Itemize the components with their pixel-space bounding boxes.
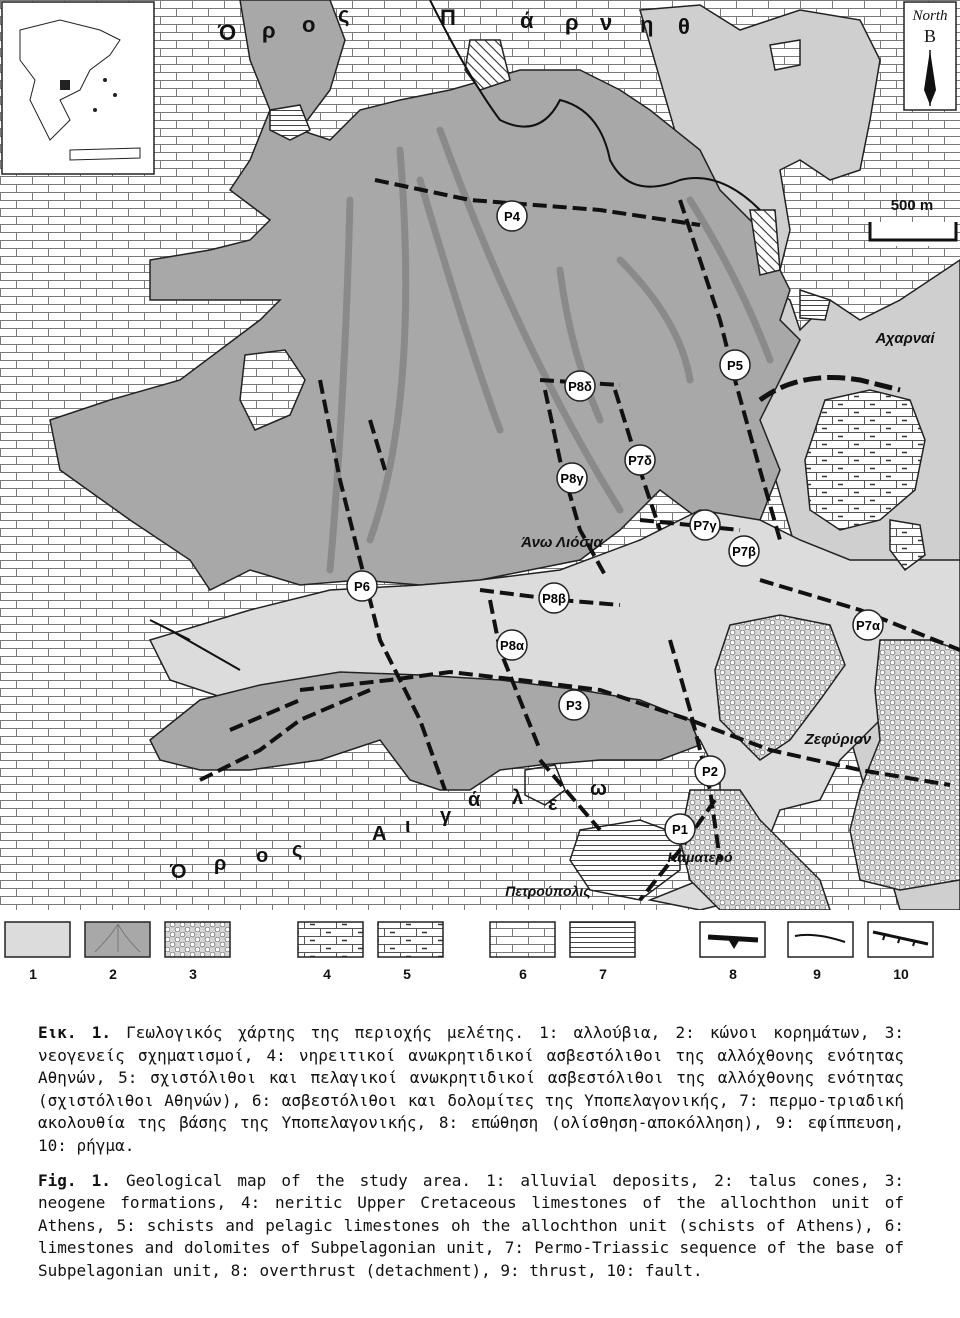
aigaleo-letter: ς — [292, 839, 303, 861]
sampling-point-label: P7α — [856, 618, 880, 633]
parnitha-letter: ρ — [262, 18, 276, 43]
figure-caption — [38, 1022, 904, 1295]
place-kamatero: Καματερό — [667, 849, 733, 865]
sampling-point-label: P4 — [504, 209, 520, 224]
sampling-point-label: P8α — [500, 638, 524, 653]
aigaleo-letter: ε — [548, 793, 558, 815]
legend-number: 10 — [893, 966, 909, 982]
sampling-point-label: P7β — [732, 544, 756, 559]
parnitha-letter: θ — [678, 14, 690, 39]
aigaleo-letter: Α — [372, 823, 387, 845]
scale-bar — [870, 222, 956, 246]
parnitha-letter: ά — [520, 8, 534, 33]
parnitha-letter: Π — [440, 5, 456, 30]
legend-number: 1 — [29, 966, 37, 982]
legend-number: 3 — [189, 966, 197, 982]
caption-greek — [38, 1022, 904, 1158]
legend-swatch-8 — [700, 922, 765, 957]
legend-number: 8 — [729, 966, 737, 982]
caption-english-label: Fig. 1. — [38, 1170, 111, 1190]
parnitha-letter: ς — [338, 2, 350, 27]
legend-swatch-1 — [5, 922, 70, 957]
aigaleo-letter: ω — [590, 778, 607, 800]
legend-swatch-4 — [298, 922, 363, 957]
sampling-point-label: P2 — [702, 764, 718, 779]
sampling-point-label: P3 — [566, 698, 582, 713]
sampling-point-label: P7δ — [628, 453, 652, 468]
sampling-point-label: P7γ — [693, 518, 717, 533]
place-ano-liosia: Άνω Λιόσια — [521, 534, 603, 551]
sampling-point-label: P8β — [542, 591, 566, 606]
aigaleo-letter: γ — [440, 805, 452, 827]
legend-swatch-7 — [570, 922, 635, 957]
caption-greek-label: Εικ. 1. — [38, 1023, 111, 1042]
legend-number: 9 — [813, 966, 821, 982]
sampling-point-label: P6 — [354, 579, 370, 594]
sampling-point-label: P5 — [727, 358, 743, 373]
place-acharnai: Αχαρναί — [875, 330, 935, 347]
parnitha-letter: ν — [600, 10, 613, 35]
aigaleo-letter: ά — [468, 789, 481, 811]
place-zefyrion: Ζεφύριον — [804, 731, 872, 748]
legend-number: 7 — [599, 966, 607, 982]
legend-swatch-10 — [868, 922, 933, 957]
legend-number: 6 — [519, 966, 527, 982]
limestone-island — [770, 40, 800, 70]
sampling-point-label: P8δ — [568, 379, 592, 394]
caption-english-text: Geological map of the study area. 1: alluvial deposits, 2: talus cones, 3: neogene formations, 4: neritic Upper Cretaceous limestones of the allochthon unit of Athens, 5: schists and pelagic limestones oh the allochthon unit (schists of Athens), 6: limestones and dolomites of Subpelagonian unit, 7: Permo-Triassic sequence of the base of Subpelagonian unit, 8: overthrust (detachment), 9: thrust, 10: fault. — [38, 1170, 905, 1280]
legend-number: 2 — [109, 966, 117, 982]
caption-english — [38, 1170, 904, 1283]
parnitha-letter: ρ — [565, 10, 579, 35]
legend-swatch-3 — [165, 922, 230, 957]
legend-swatch-5 — [378, 922, 443, 957]
north-label: North — [912, 8, 948, 24]
aigaleo-letter: ι — [405, 815, 411, 837]
legend-swatch-9 — [788, 922, 853, 957]
greece-inset-map — [2, 2, 154, 174]
place-petroupolis: Πετρούπολις — [505, 883, 591, 899]
legend-number: 5 — [403, 966, 411, 982]
north-letter: B — [923, 26, 937, 46]
sampling-point-label: P8γ — [560, 471, 584, 486]
parnitha-letter: Ό — [218, 20, 237, 45]
parnitha-letter: η — [640, 12, 654, 37]
aigaleo-letter: ρ — [214, 853, 227, 875]
aigaleo-letter: ο — [256, 845, 269, 867]
sampling-point-label: P1 — [672, 822, 688, 837]
legend-swatch-6 — [490, 922, 555, 957]
aigaleo-letter: Ό — [170, 861, 187, 883]
legend-number: 4 — [323, 966, 331, 982]
scale-label: 500 m — [890, 197, 934, 214]
legend-swatch-2 — [85, 922, 150, 957]
aigaleo-letter: λ — [512, 787, 524, 809]
caption-greek-text: Γεωλογικός χάρτης της περιοχής μελέτης. 1: αλλούβια, 2: κώνοι κορημάτων, 3: νεογενείς σχηματισμοί, 4: νηρειτικοί ανωκρητιδικοί ασβεστόλιθοι της αλλόχθονης ενότητας Αθηνών, 5: σχιστόλιθοι και πελαγικοί ανωκρητιδικοί ασβεστόλιθοι της αλλόχθονης ενότητας (σχιστόλιθοι Αθηνών), 6: ασβεστόλιθοι και δολομίτες της Υποπελαγονικής, 7: περμο-τριαδική ακολουθία της βάσης της Υποπελαγονικής, 8: επώθηση (ολίσθηση-αποκόλληση), 9: εφίππευση, 10: ρήγμα. — [38, 1023, 904, 1155]
parnitha-letter: ο — [302, 12, 316, 37]
